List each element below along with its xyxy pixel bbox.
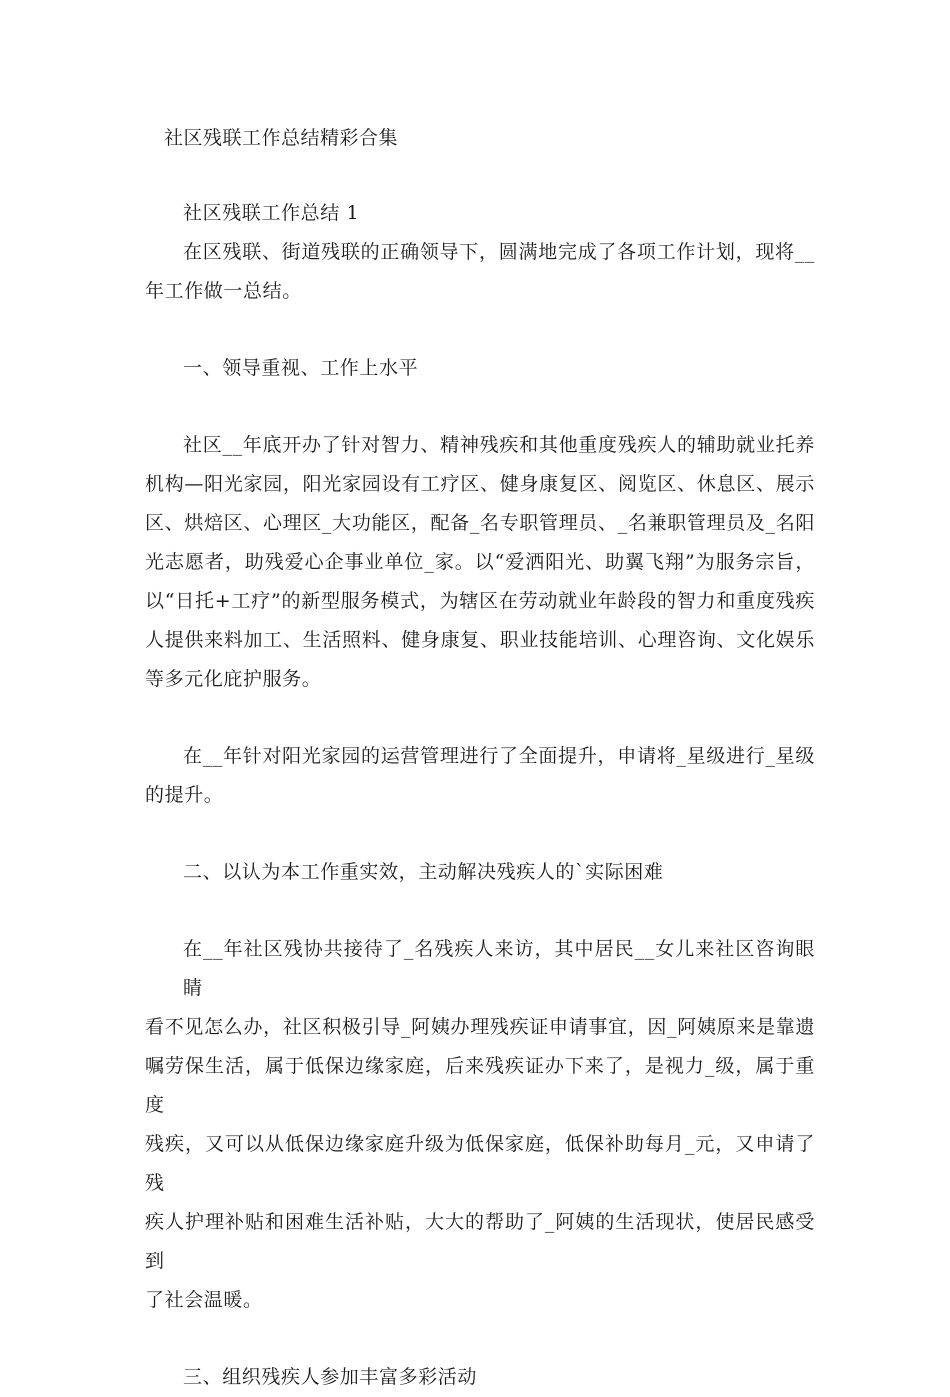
- paragraph-line: 残疾，又可以从低保边缘家庭升级为低保家庭，低保补助每月_元，又申请了残: [145, 1133, 815, 1194]
- section-heading: 三、组织残疾人参加丰富多彩活动: [183, 1366, 478, 1388]
- paragraph-line: 嘱劳保生活，属于低保边缘家庭，后来残疾证办下来了，是视力_级，属于重度: [145, 1055, 815, 1116]
- paragraph-line: 了社会温暖。: [145, 1289, 263, 1311]
- document-body: [145, 194, 815, 1397]
- paragraph: [145, 426, 815, 699]
- paragraph: [145, 737, 815, 815]
- paragraph: [145, 930, 815, 1320]
- spacer: [145, 699, 815, 737]
- paragraph-line: 在__年社区残协共接待了_名残疾人来访，其中居民__女儿来社区咨询眼睛: [183, 938, 815, 999]
- intro-line: 年工作做一总结。: [145, 280, 302, 302]
- spacer: [145, 892, 815, 930]
- paragraph-line: 等多元化庇护服务。: [145, 668, 322, 690]
- paragraph-line: 社区__年底开办了针对智力、精神残疾和其他重度残疾人的辅助就业托养: [183, 434, 815, 456]
- spacer: [145, 388, 815, 426]
- paragraph-line: 机构—阳光家园，阳光家园设有工疗区、健身康复区、阅览区、休息区、展示: [145, 473, 815, 495]
- paragraph-line: 以“日托+工疗”的新型服务模式，为辖区在劳动就业年龄段的智力和重度残疾: [145, 590, 815, 612]
- section-heading: 一、领导重视、工作上水平: [183, 357, 419, 379]
- section-heading: 二、以认为本工作重实效，主动解决残疾人的`实际困难: [183, 861, 664, 883]
- paragraph-line: 人提供来料加工、生活照料、健身康复、职业技能培训、心理咨询、文化娱乐: [145, 629, 815, 651]
- spacer: [145, 311, 815, 349]
- spacer: [145, 815, 815, 853]
- paragraph-line: 区、烘焙区、心理区_大功能区，配备_名专职管理员、_名兼职管理员及_名阳: [145, 512, 815, 534]
- document-title: 社区残联工作总结精彩合集: [164, 127, 399, 149]
- paragraph-line: 光志愿者，助残爱心企事业单位_家。以“爱洒阳光、助翼飞翔”为服务宗旨，: [145, 551, 815, 573]
- section-subtitle: 社区残联工作总结 1: [183, 202, 360, 224]
- paragraph-line: 在__年针对阳光家园的运营管理进行了全面提升，申请将_星级进行_星级: [183, 745, 815, 767]
- paragraph-line: 疾人护理补贴和困难生活补贴，大大的帮助了_阿姨的生活现状，使居民感受到: [145, 1211, 815, 1272]
- paragraph-line: 的提升。: [145, 784, 224, 806]
- intro-line: 在区残联、街道残联的正确领导下，圆满地完成了各项工作计划，现将__: [183, 241, 815, 263]
- paragraph-line: 看不见怎么办，社区积极引导_阿姨办理残疾证申请事宜，因_阿姨原来是靠遗: [145, 1016, 815, 1038]
- spacer: [145, 1320, 815, 1358]
